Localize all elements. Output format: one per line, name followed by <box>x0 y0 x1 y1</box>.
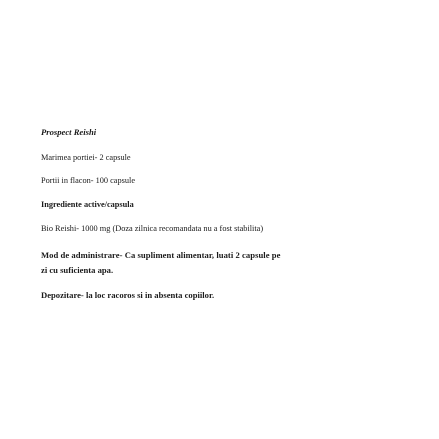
ingredients-heading: Ingrediente active/capsula <box>41 200 134 209</box>
storage-text: Depozitare- la loc racoros si in absenta copiilor. <box>41 290 215 300</box>
servings-per-bottle-text: Portii in flacon- 100 capsule <box>41 176 136 185</box>
leaflet-title: Prospect Reishi <box>41 127 97 137</box>
administration-text-line-2: zi cu suficienta apa. <box>41 265 114 275</box>
serving-size-text: Marimea portiei- 2 capsule <box>41 153 131 162</box>
ingredient-line: Bio Reishi- 1000 mg (Doza zilnica recomandata nu a fost stabilita) <box>41 224 264 233</box>
administration-text-line-1: Mod de administrare- Ca supliment alimentar, luati 2 capsule pe <box>41 250 281 260</box>
